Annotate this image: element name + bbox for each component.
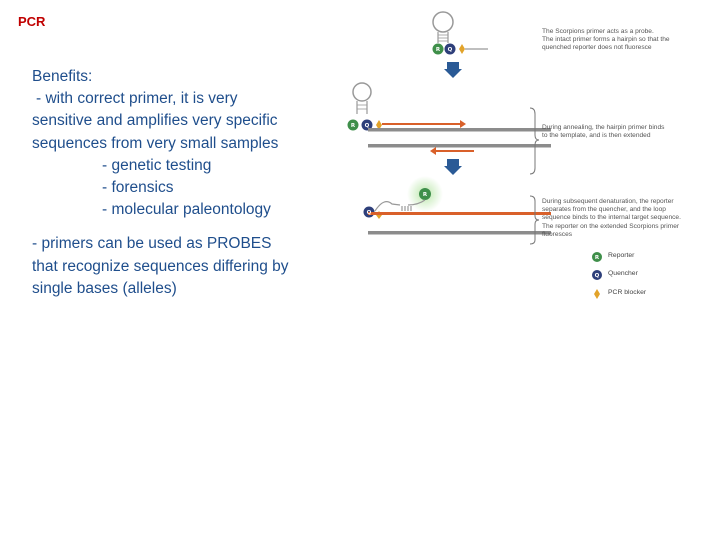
- svg-text:Q: Q: [364, 123, 370, 129]
- benefit-line-1: - with correct primer, it is very: [36, 90, 238, 108]
- benefit-line-3: sequences from very small samples: [32, 134, 279, 152]
- legend-blocker-icon: [594, 289, 600, 299]
- step2-annealing: [348, 83, 552, 155]
- probes-line-2: that recognize sequences differing by: [32, 257, 289, 275]
- step3-denaturation: [364, 176, 552, 235]
- svg-text:Q: Q: [366, 210, 372, 216]
- svg-text:Q: Q: [594, 273, 600, 279]
- caption-step1: The Scorpions primer acts as a probe. The intact primer forms a hairpin so that the quenched reporter does not fluoresce: [542, 28, 670, 52]
- probes-line-3: single bases (alleles): [32, 279, 177, 297]
- step1-hairpin-primer: [433, 12, 489, 55]
- legend-reporter-label: Reporter: [608, 252, 635, 259]
- bullet-molecular-paleontology: - molecular paleontology: [102, 201, 271, 219]
- bullet-genetic-testing: - genetic testing: [102, 156, 212, 174]
- body-text: [32, 66, 347, 300]
- legend-quencher-label: Quencher: [608, 270, 638, 277]
- probes-line-1: - primers can be used as PROBES: [32, 235, 272, 253]
- benefits-heading: Benefits:: [32, 68, 93, 85]
- hairpin-loop: [433, 12, 453, 32]
- down-arrow-2: [444, 159, 462, 175]
- caption-step2: During annealing, the hairpin primer binds to the template, and is then extended: [542, 124, 665, 140]
- svg-text:R: R: [435, 47, 441, 53]
- down-arrow-1: [444, 62, 462, 78]
- svg-text:R: R: [350, 123, 356, 129]
- caption-step3: During subsequent denaturation, the reporter separates from the quencher, and the loop sequence binds to the internal target sequence. The reporter on the extended Scorpions primer fluoresces: [542, 198, 681, 238]
- svg-text:Q: Q: [447, 47, 453, 53]
- svg-text:R: R: [594, 255, 600, 261]
- benefit-line-2: sensitive and amplifies very specific: [32, 112, 278, 130]
- svg-text:R: R: [422, 192, 428, 198]
- slide-title: PCR: [18, 14, 46, 29]
- pcr-blocker-marker: [459, 44, 465, 54]
- bullet-forensics: - forensics: [102, 178, 174, 196]
- legend-blocker-label: PCR blocker: [608, 289, 647, 296]
- scorpion-primer-figure: [338, 0, 720, 310]
